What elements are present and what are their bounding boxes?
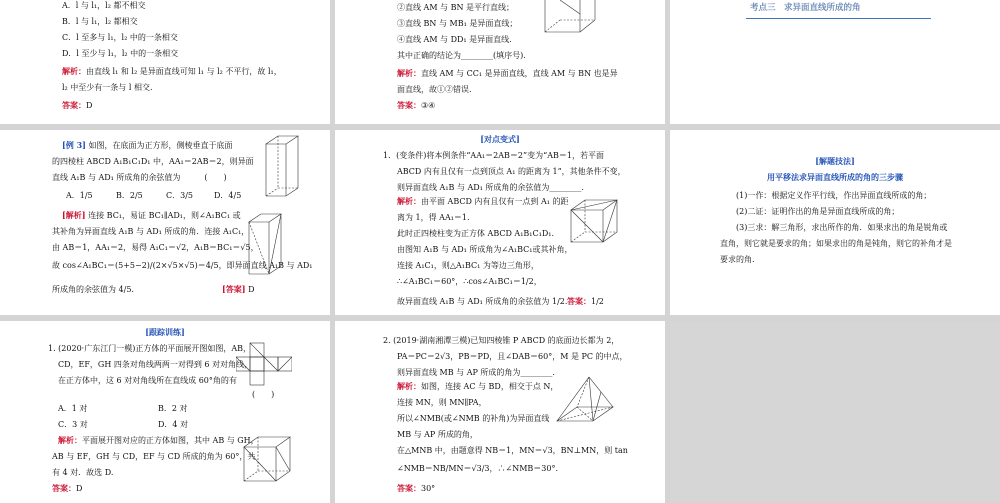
analysis-line-5: 所成角的余弦值为 4/5. <box>52 285 134 294</box>
example-line-2: 的四棱柱 ABCD A₁B₁C₁D₁ 中，AA₁＝2AB＝2，则异面 <box>52 157 254 166</box>
slide-panel-7 <box>0 321 330 503</box>
training-line-2: PA＝PC＝2√3，PB＝PD，且∠DAB＝60°，M 是 PC 的中点， <box>397 352 628 361</box>
example-line-1: [例 3] 如图，在底面为正方形，侧棱垂直于底面 <box>62 140 233 150</box>
training-line-1: 2. (2019·湖南湘潭三模)已知四棱锥 P ABCD 的底面边长都为 2， <box>383 336 620 345</box>
section-heading: 考点三 求异面直线所成的角 <box>750 3 861 13</box>
slide-panel-9-empty <box>670 321 1000 503</box>
analysis-line-5: 在△MNB 中，由题意得 NB＝1，MN＝√3，BN⊥MN，则 tan <box>397 446 628 455</box>
analysis-line-3: 有 4 对．故选 D. <box>52 468 114 477</box>
cube-figure <box>567 198 623 246</box>
heading-underline <box>746 18 931 19</box>
section-title: [解题技法] <box>815 156 855 166</box>
section-title: [跟踪训练] <box>145 327 185 337</box>
statement-3: ③直线 BN 与 MB₁ 是异面直线； <box>397 19 518 28</box>
answer-line: 答案：D <box>52 483 83 493</box>
analysis-line-2: AB 与 EF，GH 与 CD，EF 与 CD 所成的角为 60°，共 <box>52 452 256 461</box>
prism-figure-2 <box>245 212 285 282</box>
step-3-end: 要求的角. <box>720 255 755 264</box>
analysis-line-1: 解析：由平面 ABCD 内有且仅有一点到 A₁ 的距 <box>397 196 569 206</box>
analysis-line-2: l₂ 中至少有一条与 l 相交. <box>62 83 153 92</box>
option-c: C．3 对 <box>58 420 88 429</box>
variant-line-1: 1．(变条件)将本例条件“AA₁＝2AB＝2”变为“AB＝1，若平面 <box>383 151 604 160</box>
analysis-line-6: ∴∠A₁BC₁＝60°，∴cos∠A₁BC₁＝1/2， <box>397 277 542 286</box>
cube-net-figure <box>236 341 292 405</box>
example-line-3: 直线 A₁B 与 AD₁ 所成角的余弦值为 ( ) <box>52 173 227 182</box>
option-a: A．l 与 l₁，l₂ 都不相交 <box>62 1 146 10</box>
analysis-line-4: 故 cos∠A₁BC₁＝(5+5−2)/(2×√5×√5)＝4/5，即异面直线 A₁B 与 AD₁ <box>52 261 313 270</box>
prism-figure <box>262 134 302 204</box>
analysis-line-6: ∠NMB＝NB/MN＝√3/3，∴∠NMB＝30°. <box>397 464 559 473</box>
pyramid-figure <box>553 375 623 427</box>
analysis-line-2: 其补角为异面直线 A₁B 与 AD₁ 所成的角．连接 A₁C₁， <box>52 227 250 236</box>
section-title: [对点变式] <box>480 134 520 144</box>
option-a: A．1 对 <box>58 404 88 413</box>
slide-panel-5 <box>335 130 665 315</box>
step-3: (3)三求：解三角形，求出所作的角．如果求出的角是锐角或 <box>736 223 948 232</box>
answer-line: 答案：30° <box>397 483 436 493</box>
step-3-cont: 直角，则它就是要求的角；如果求出的角是钝角，则它的补角才是 <box>720 239 952 248</box>
slide-panel-2 <box>335 0 665 124</box>
analysis-line-3: 此时正四棱柱变为正方体 ABCD A₁B₁C₁D₁. <box>397 229 554 238</box>
option-b: B．l 与 l₁，l₂ 都相交 <box>62 17 138 26</box>
analysis-line-1: 解析：平面展开图对应的正方体如图，其中 AB 与 GH， <box>58 435 259 445</box>
option-d: D．4 对 <box>158 420 189 429</box>
analysis-line-1: 解析：直线 AM 与 CC₁ 是异面直线，直线 AM 与 BN 也是异 <box>397 68 618 78</box>
answer-line: [答案] D <box>222 284 255 294</box>
training-line-2: CD，EF，GH 四条对角线两两一对得到 6 对对角线， <box>58 360 253 369</box>
analysis-line-4: MB 与 AP 所成的角， <box>397 430 478 439</box>
technique-subtitle: 用平移法求异面直线所成的角的三步骤 <box>767 172 903 182</box>
answer-paren: ( ) <box>252 390 275 399</box>
slide-panel-1 <box>0 0 330 124</box>
slide-panel-6 <box>670 130 1000 315</box>
training-line-1: 1. (2020·广东江门一模)正方体的平面展开图如图，AB， <box>48 344 251 353</box>
slide-panel-4 <box>0 130 330 315</box>
answer-line: 答案：③④ <box>397 100 436 110</box>
slide-panel-3 <box>670 0 1000 124</box>
option-d: D．4/5 <box>214 191 242 200</box>
option-a: A．1/5 <box>66 191 93 200</box>
step-1: (1)一作：根据定义作平行线，作出异面直线所成的角； <box>736 191 932 200</box>
analysis-line-1: 解析：由直线 l₁ 和 l₂ 是异面直线可知 l₁ 与 l₂ 不平行，故 l₁， <box>62 66 282 76</box>
option-c: C．l 至多与 l₁，l₂ 中的一条相交 <box>62 33 178 42</box>
analysis-line-5: 连接 A₁C₁，则△A₁BC₁ 为等边三角形， <box>397 261 539 270</box>
variant-line-3: 则异面直线 A₁B 与 AD₁ 所成角的余弦值为________. <box>397 183 584 192</box>
option-d: D．l 至少与 l₁，l₂ 中的一条相交 <box>62 49 179 58</box>
training-line-3: 在正方体中，这 6 对对角线所在直线成 60°角的有 <box>58 376 237 385</box>
option-b: B．2 对 <box>158 404 188 413</box>
question-line: 其中正确的结论为________(填序号). <box>397 51 526 60</box>
statement-2: ②直线 AM 与 BN 是平行直线； <box>397 3 515 12</box>
step-2: (2)二证：证明作出的角是异面直线所成的角； <box>736 207 900 216</box>
training-line-3: 则异面直线 MB 与 AP 所成的角为________. <box>397 368 555 377</box>
cube-figure <box>240 435 296 487</box>
slide-panel-8 <box>335 321 665 503</box>
analysis-line-3: 由 AB＝1，AA₁＝2，易得 A₁C₁＝√2，A₁B＝BC₁＝√5， <box>52 243 259 252</box>
analysis-line-2: 面直线，故①②错误. <box>397 85 472 94</box>
option-c: C．3/5 <box>166 191 193 200</box>
analysis-line-2: 离为 1，得 AA₁＝1. <box>397 213 470 222</box>
analysis-line-1: [解析] 连接 BC₁，易证 BC₁∥AD₁，则∠A₁BC₁ 或 <box>62 210 241 220</box>
analysis-line-7: 故异面直线 A₁B 与 AD₁ 所成角的余弦值为 1/2. <box>397 297 568 306</box>
cube-figure <box>540 0 600 36</box>
variant-line-2: ABCD 内有且仅有一点到顶点 A₁ 的距离为 1”，其他条件不变， <box>397 167 626 176</box>
answer-line: 答案：1/2 <box>567 296 604 306</box>
analysis-line-1: 解析：如图，连接 AC 与 BD，相交于点 N， <box>397 381 559 391</box>
analysis-line-2: 连接 MN，则 MN∥PA， <box>397 398 487 407</box>
answer-line: 答案：D <box>62 100 93 110</box>
analysis-line-4: 由图知 A₁B 与 AD₁ 所成角为∠A₁BC₁或其补角， <box>397 245 573 254</box>
option-b: B．2/5 <box>116 191 143 200</box>
analysis-line-3: 所以∠NMB(或∠NMB 的补角)为异面直线 <box>397 414 550 423</box>
statement-4: ④直线 AM 与 DD₁ 是异面直线. <box>397 35 512 44</box>
